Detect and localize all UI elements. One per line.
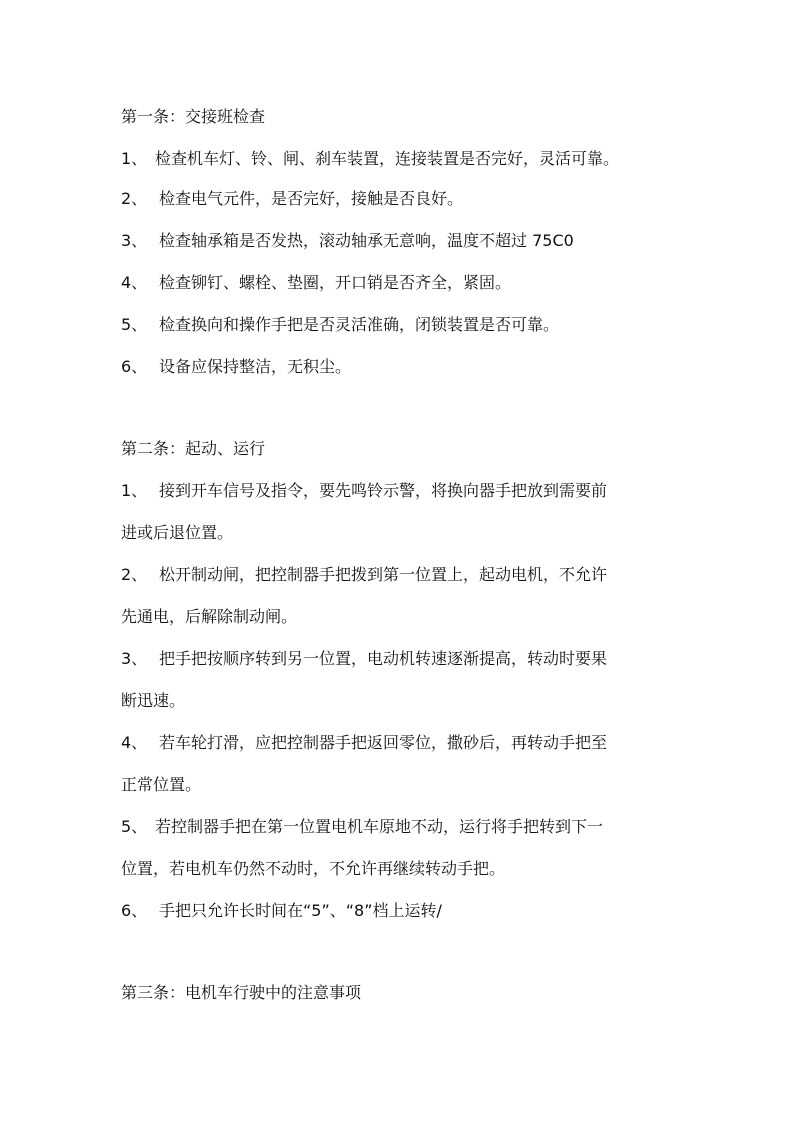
section-heading: 第一条：交接班检查: [121, 107, 266, 126]
item-text: 若控制器手把在第一位置电机车原地不动，运行将手把转到下一: [155, 817, 604, 836]
item-number: 4、: [121, 273, 148, 292]
item-continuation: 断迅速。: [121, 691, 186, 710]
item-number: 6、: [121, 901, 148, 920]
item-number: 4、: [121, 733, 148, 752]
list-item: [121, 901, 681, 921]
item-continuation: 先通电，后解除制动闸。: [121, 607, 298, 626]
item-text: 设备应保持整洁，无积尘。: [159, 357, 352, 376]
list-item: [121, 231, 681, 251]
item-number: 2、: [121, 189, 148, 208]
item-continuation: 位置，若电机车仍然不动时，不允许再继续转动手把。: [121, 859, 506, 878]
item-text: 手把只允许长时间在“5”、“8”档上运转/: [159, 901, 442, 920]
item-number: 5、: [121, 817, 148, 836]
section-heading: 第三条：电机车行驶中的注意事项: [121, 983, 362, 1002]
item-continuation: 正常位置。: [121, 775, 202, 794]
item-text: 检查换向和操作手把是否灵活准确，闭锁装置是否可靠。: [159, 315, 560, 334]
item-text: 检查铆钉、螺栓、垫圈，开口销是否齐全，紧固。: [159, 273, 512, 292]
list-item: [121, 273, 681, 293]
item-text: 把手把按顺序转到另一位置，电动机转速逐渐提高，转动时要果: [159, 649, 608, 668]
item-number: 3、: [121, 649, 148, 668]
item-text: 检查轴承箱是否发热，滚动轴承无意响，温度不超过 75C0: [159, 231, 574, 250]
list-item: [121, 315, 681, 335]
list-item: [121, 733, 681, 753]
list-item: [121, 565, 681, 585]
item-text: 检查电气元件，是否完好，接触是否良好。: [159, 189, 464, 208]
list-item: [121, 817, 681, 837]
item-text: 检查机车灯、铃、闸、刹车装置，连接装置是否完好，灵活可靠。: [155, 149, 620, 168]
item-text: 松开制动闸，把控制器手把拨到第一位置上，起动电机，不允许: [159, 565, 608, 584]
list-item: [121, 649, 681, 669]
item-continuation: 进或后退位置。: [121, 523, 234, 542]
item-text: 接到开车信号及指令，要先鸣铃示警，将换向器手把放到需要前: [159, 481, 608, 500]
item-number: 5、: [121, 315, 148, 334]
list-item: [121, 149, 681, 169]
item-number: 1、: [121, 481, 148, 500]
item-number: 6、: [121, 357, 148, 376]
section-heading: 第二条：起动、运行: [121, 439, 266, 458]
item-number: 1、: [121, 149, 148, 168]
item-number: 2、: [121, 565, 148, 584]
list-item: [121, 189, 681, 209]
item-text: 若车轮打滑，应把控制器手把返回零位，撒砂后，再转动手把至: [159, 733, 608, 752]
item-number: 3、: [121, 231, 148, 250]
list-item: [121, 481, 681, 501]
list-item: [121, 357, 681, 377]
